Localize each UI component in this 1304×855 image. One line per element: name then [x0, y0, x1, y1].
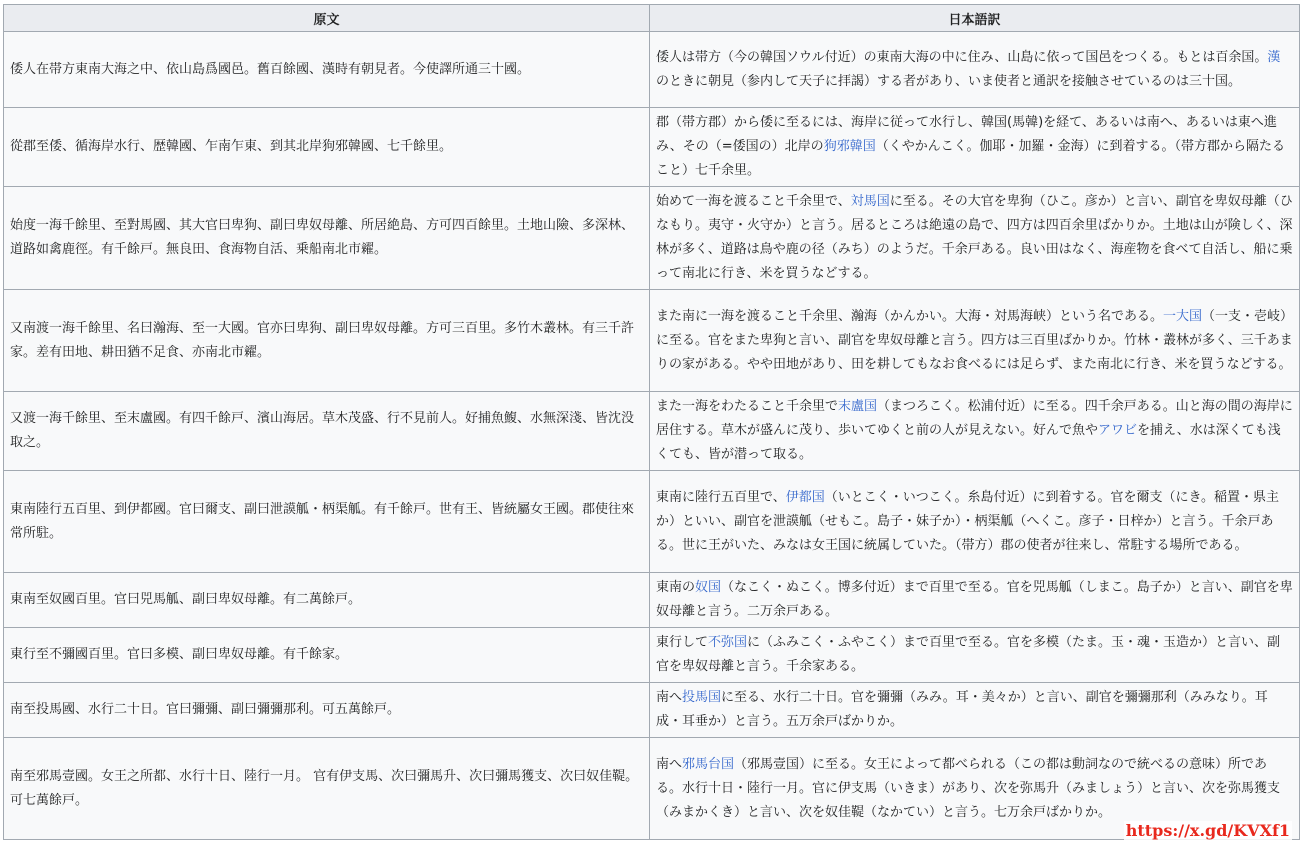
translation-text: 東南の	[656, 580, 696, 595]
translation-cell	[650, 32, 1300, 108]
translation-text: 南へ	[656, 756, 683, 772]
original-text-cell: 東南至奴國百里。官曰兕馬觚、副曰卑奴母離。有二萬餘戸。	[4, 573, 650, 628]
translation-text: のときに朝見（参内して天子に拝謁）する者があり、いま使者と通訳を接触させているのは三十国。	[656, 73, 1242, 89]
header-japanese-translation: 日本語訳	[650, 5, 1300, 32]
original-text-cell: 又渡一海千餘里、至末盧國。有四千餘戸、濱山海居。草木茂盛、行不見前人。好捕魚鰒、水無深淺、皆沈没取之。	[4, 392, 650, 471]
translation-text: また南に一海を渡ること千余里、瀚海（かんかい。大海・対馬海峡）という名である。	[656, 308, 1164, 324]
translation-text: （邪馬壹国）に至る。女王によって都べられる（この都は動詞なので統べるの意味）所である。水行十日・陸行一月。官に伊支馬（いきま）があり、次を弥馬升（みましょう）と言い、次を弥馬獲支（みまかくき）と言い、次を奴佳鞮（なかてい）と言う。七万余戸ばかりか。	[656, 756, 1281, 820]
table-row	[4, 738, 1300, 840]
translation-text: （まつろこく。松浦付近）に至る。四千余戸ある。山と海の間の海岸に居住する。草木が盛んに茂り、歩いてゆくと前の人が見えない。好んで魚や	[656, 399, 1293, 438]
translation-cell	[650, 392, 1300, 471]
original-text-cell: 南至邪馬壹國。女王之所都、水行十日、陸行一月。 官有伊支馬、次曰彌馬升、次曰彌馬獲支、次曰奴佳鞮。可七萬餘戸。	[4, 738, 650, 840]
table-body	[4, 32, 1300, 840]
translation-text: 倭人は帯方（今の韓国ソウル付近）の東南大海の中に住み、山島に依って国邑をつくる。もとは百余国。	[656, 49, 1268, 65]
translation-text: （なこく・ぬこく。博多付近）まで百里で至る。官を兕馬觚（しまこ。島子か）と言い、副官を卑奴母離と言う。二万余戸ある。	[656, 580, 1293, 619]
article-link[interactable]: 一大国	[1163, 308, 1203, 324]
original-text-cell: 東行至不彌國百里。官曰多模、副曰卑奴母離。有千餘家。	[4, 628, 650, 683]
original-text-cell: 從郡至倭、循海岸水行、歴韓國、乍南乍東、到其北岸狗邪韓國、七千餘里。	[4, 108, 650, 187]
table-header	[4, 5, 1300, 32]
table-row	[4, 471, 1300, 573]
table-row	[4, 187, 1300, 290]
table-row	[4, 392, 1300, 471]
translation-text: 東南に陸行五百里で、	[656, 489, 786, 505]
article-link[interactable]: 漢	[1267, 49, 1281, 65]
page-container	[3, 4, 1299, 840]
translation-text: 始めて一海を渡ること千余里で、	[656, 194, 851, 209]
article-link[interactable]: 末盧国	[838, 399, 878, 414]
translation-text: 郡（帯方郡）から倭に至るには、海岸に従って水行し、韓国(馬韓)を経て、あるいは南へ、あるいは東へ進み、その（=倭国の）北岸の	[656, 115, 1277, 154]
translation-text: に至る、水行二十日。官を彌彌（みみ。耳・美々か）と言い、副官を彌彌那利（みみなり。耳成・耳垂か）と言う。五万余戸ばかりか。	[656, 690, 1268, 729]
article-link[interactable]: 投馬国	[682, 690, 722, 705]
original-text-cell: 始度一海千餘里、至對馬國、其大官曰卑狗、副曰卑奴母離、所居絶島、方可四百餘里。土地山險、多深林、道路如禽鹿徑。有千餘戸。無良田、食海物自活、乗船南北市糴。	[4, 187, 650, 290]
translation-text: （一支・壱岐）に至る。官をまた卑狗と言い、副官を卑奴母離と言う。四方は三百里ばかりか。竹林・叢林が多く、三千あまりの家がある。やや田地があり、田を耕してもなお食べるには足らず、また南北に行き、米を買うなどする。	[656, 308, 1293, 372]
translation-table	[3, 4, 1300, 840]
translation-text: に（ふみこく・ふやこく）まで百里で至る。官を多模（たま。玉・魂・玉造か）と言い、副官を卑奴母離と言う。千余家ある。	[656, 635, 1281, 674]
original-text-cell: 南至投馬國、水行二十日。官曰彌彌、副曰彌彌那利。可五萬餘戸。	[4, 683, 650, 738]
translation-text: を捕え、水は深くても浅くても、皆が潜って取る。	[656, 423, 1281, 462]
article-link[interactable]: 対馬国	[850, 194, 890, 209]
translation-cell	[650, 628, 1300, 683]
table-row	[4, 683, 1300, 738]
header-row	[4, 5, 1300, 32]
translation-text: また一海をわたること千余里で	[656, 399, 839, 414]
translation-cell	[650, 471, 1300, 573]
translation-cell	[650, 683, 1300, 738]
translation-cell	[650, 290, 1300, 392]
original-text-cell: 東南陸行五百里、到伊都國。官曰爾支、副曰泄謨觚・柄渠觚。有千餘戸。世有王、皆統屬女王國。郡使往來常所駐。	[4, 471, 650, 573]
table-row	[4, 32, 1300, 108]
article-link[interactable]: 不弥国	[708, 635, 748, 650]
watermark-url: https://x.gd/KVXf1	[1125, 821, 1290, 840]
table-row	[4, 628, 1300, 683]
translation-text: 南へ	[656, 690, 683, 705]
article-link[interactable]: アワビ	[1098, 423, 1138, 438]
translation-cell	[650, 108, 1300, 187]
article-link[interactable]: 邪馬台国	[682, 756, 735, 772]
table-row	[4, 108, 1300, 187]
header-original-text: 原文	[4, 5, 650, 32]
table-row	[4, 573, 1300, 628]
original-text-cell: 又南渡一海千餘里、名曰瀚海、至一大國。官亦曰卑狗、副曰卑奴母離。方可三百里。多竹木叢林。有三千許家。差有田地、耕田猶不足食、亦南北市糴。	[4, 290, 650, 392]
translation-text: 東行して	[656, 635, 709, 650]
translation-text: （いとこく・いつこく。糸島付近）に到着する。官を爾支（にき。稲置・県主か）といい、副官を泄謨觚（せもこ。島子・妹子か）・柄渠觚（へくこ。彦子・日梓か）と言う。千余戸ある。世に王がいた、みなは女王国に統属していた。（帯方）郡の使者が往来し、常駐する場所である。	[656, 489, 1279, 553]
translation-cell	[650, 573, 1300, 628]
table-row	[4, 290, 1300, 392]
translation-cell	[650, 187, 1300, 290]
translation-text: に至る。その大官を卑狗（ひこ。彦か）と言い、副官を卑奴母離（ひなもり。夷守・火守か）と言う。居るところは絶遠の島で、四方は四百余里ばかりか。土地は山が険しく、深林が多く、道路は鳥や鹿の径（みち）のようだ。千余戸ある。良い田はなく、海産物を食べて自活し、船に乗って南北に行き、米を買うなどする。	[656, 194, 1293, 281]
translation-text: （くやかんこく。伽耶・加羅・金海）に到着する。（帯方郡から隔たること）七千余里。	[656, 139, 1285, 178]
article-link[interactable]: 伊都国	[785, 489, 825, 505]
article-link[interactable]: 奴国	[695, 580, 722, 595]
original-text-cell: 倭人在帯方東南大海之中、依山島爲國邑。舊百餘國、漢時有朝見者。今使譯所通三十國。	[4, 32, 650, 108]
article-link[interactable]: 狗邪韓国	[823, 139, 876, 154]
